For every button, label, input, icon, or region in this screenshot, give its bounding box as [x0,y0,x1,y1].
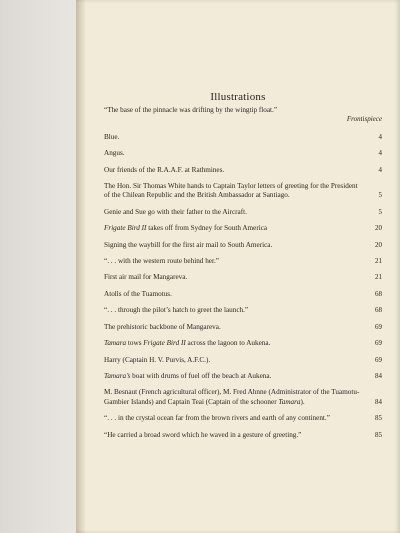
list-item [104,133,382,142]
entry-caption [104,372,382,381]
entry-caption: First air mail for Mangareva. [104,273,188,282]
entry-page: Frontispiece [346,115,382,124]
entry-page: 20 [375,224,382,233]
entry-caption: Harry (Captain H. V. Purvis, A.F.C.). [104,355,211,364]
entry-caption [104,339,382,348]
entry-caption: Genie and Sue go with their father to the Aircraft. [104,207,247,216]
entry-caption-pre: M. Besnaut (French agricultural officer), M. Fred Ahnne (Administrator of the Tuamotu-Gambier Islands) and Captain Teai (Captain of the schooner [104,388,360,406]
entry-caption: Blue. [104,132,120,141]
list-item [104,339,382,348]
entry-page: 69 [375,339,382,348]
list-item [104,356,382,365]
list-item [104,166,382,175]
list-item [104,208,382,217]
list-item [104,372,382,381]
entry-caption-italic: Frigate Bird II [104,224,147,233]
entry-page: 5 [378,207,382,216]
entry-caption: “. . . through the pilot’s hatch to greet the launch.” [104,306,249,315]
list-item [104,106,382,125]
entry-caption-rest: ). [300,397,305,406]
entry-caption [104,224,382,233]
spine-shadow [76,0,86,533]
illustrations-list [104,106,382,440]
entry-caption: Angus. [104,149,125,158]
entry-page: 69 [375,355,382,364]
entry-caption-italic-2: Frigate Bird II [143,339,186,348]
entry-page: 85 [375,430,382,439]
entry-caption: Our friends of the R.A.A.F. at Rathmines. [104,165,225,174]
entry-page: 68 [375,289,382,298]
entry-caption: “. . . with the western route behind her.” [104,257,219,266]
entry-page: 4 [378,149,382,158]
list-item [104,149,382,158]
entry-page: 84 [375,397,382,406]
entry-caption: Atolls of the Tuamotus. [104,289,172,298]
entry-caption-italic: Tamara’s [104,371,131,380]
entry-caption: Signing the waybill for the first air mail to South America. [104,240,273,249]
entry-caption-mid: tows [126,339,144,348]
entry-page: 84 [375,371,382,380]
list-item [104,388,382,407]
entry-caption: “. . . in the crystal ocean far from the brown rivers and earth of any continent.” [104,414,330,423]
entry-page: 5 [378,191,382,200]
entry-caption: “He carried a broad sword which he waved in a gesture of greeting.” [104,430,302,439]
entry-caption-italic: Tamara [278,397,301,406]
entry-caption: The Hon. Sir Thomas White hands to Captain Taylor letters of greeting for the President of the Chilean Republic and the British Ambassador at Santiago. [104,182,358,200]
list-item [104,290,382,299]
list-item [104,306,382,315]
list-item [104,257,382,266]
list-item [104,323,382,332]
list-item [104,224,382,233]
entry-page: 69 [375,322,382,331]
entry-caption-italic: Tamara [104,339,127,348]
entry-page: 68 [375,306,382,315]
page-heading: Illustrations [210,91,266,103]
list-item [104,431,382,440]
list-item [104,414,382,423]
entry-caption-rest: across the lagoon to Aukena. [185,339,271,348]
list-item [104,182,382,201]
entry-page: 4 [378,165,382,174]
entry-caption-rest: boat with drums of fuel off the beach at Aukena. [130,371,272,380]
entry-caption-rest: takes off from Sydney for South America [146,224,268,233]
entry-caption: The prehistoric backbone of Mangareva. [104,322,221,331]
list-item [104,241,382,250]
entry-page: 4 [378,132,382,141]
entry-page: 21 [375,257,382,266]
entry-page: 21 [375,273,382,282]
entry-page: 20 [375,240,382,249]
entry-page: 85 [375,414,382,423]
entry-caption [104,388,382,407]
list-item [104,273,382,282]
entry-caption: “The base of the pinnacle was drifting by the wingtip float.” [104,106,278,114]
